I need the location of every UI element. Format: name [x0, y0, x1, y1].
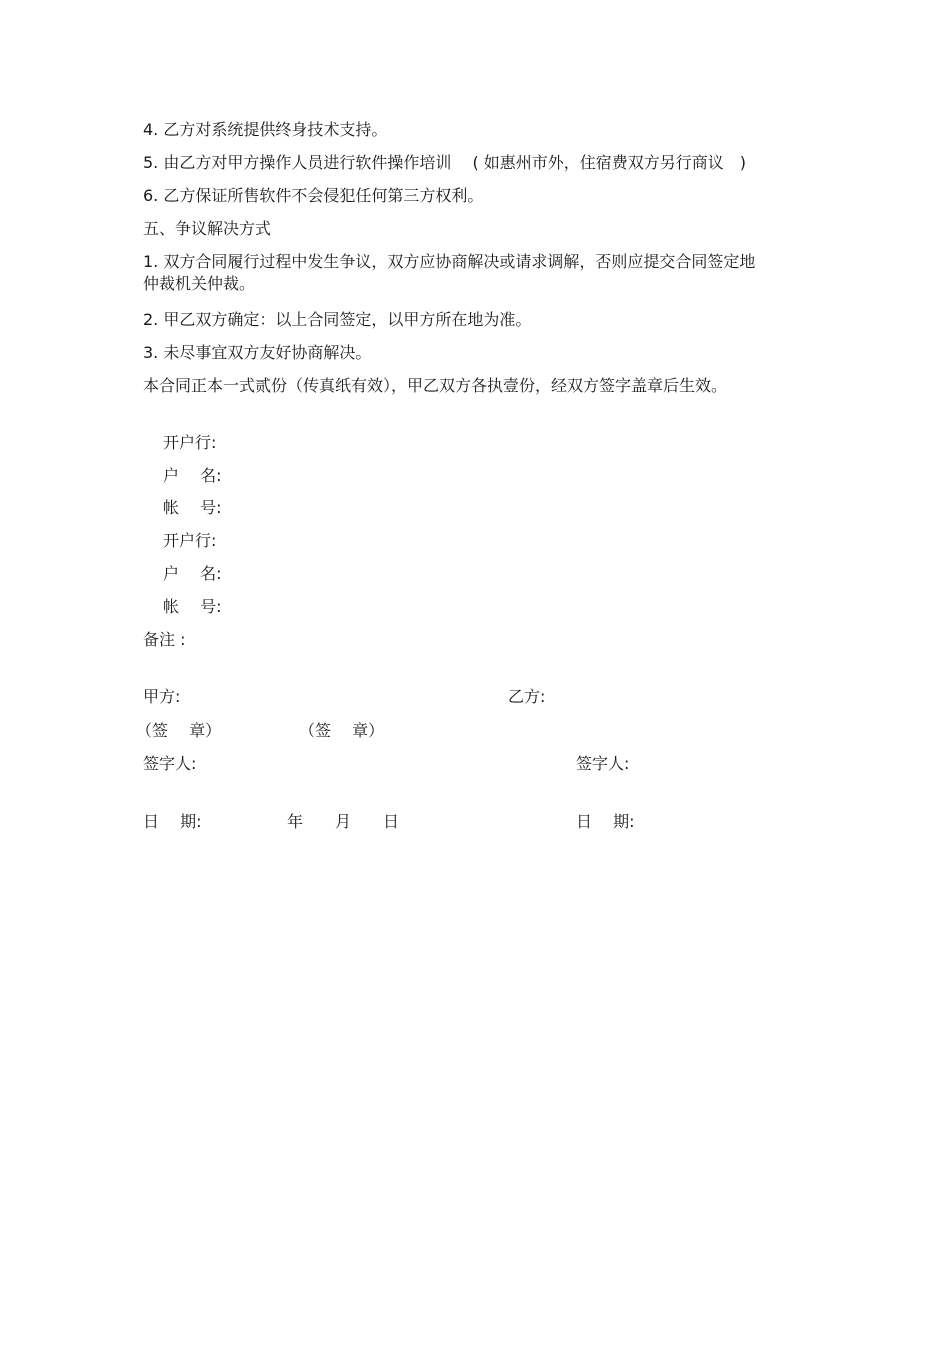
clause-item: 5. 由乙方对甲方操作人员进行软件操作培训 ( 如惠州市外，住宿费双方另行商议 ) [143, 153, 747, 172]
clause-item: 3. 未尽事宜双方友好协商解决。 [143, 343, 372, 362]
clause-item: 6. 乙方保证所售软件不会侵犯任何第三方权利。 [143, 186, 484, 205]
date-a-fields: 年 月 日 [287, 812, 400, 831]
clause-item: 2. 甲乙双方确定：以上合同签定，以甲方所在地为准。 [143, 310, 532, 329]
account-number-label: 帐 号: [163, 498, 222, 517]
account-name-label: 户 名: [163, 564, 222, 583]
remarks-label: 备注 : [143, 630, 186, 649]
signer-a-label: 签字人: [143, 754, 197, 773]
account-name-label: 户 名: [163, 466, 222, 485]
signer-b-label: 签字人: [576, 754, 630, 773]
seal-a-label: （签 章） [136, 721, 222, 740]
party-a-label: 甲方: [143, 687, 181, 706]
section-heading: 五、争议解决方式 [143, 219, 272, 238]
bank-label: 开户行: [163, 433, 217, 452]
clause-item: 1. 双方合同履行过程中发生争议，双方应协商解决或请求调解，否则应提交合同签定地仲裁机关仲裁。 [143, 252, 756, 293]
date-a-label: 日 期: [143, 812, 202, 831]
bank-label: 开户行: [163, 531, 217, 550]
date-b-label: 日 期: [576, 812, 635, 831]
account-number-label: 帐 号: [163, 597, 222, 616]
closing-paragraph: 本合同正本一式贰份（传真纸有效），甲乙双方各执壹份，经双方签字盖章后生效。 [143, 376, 728, 395]
clause-item: 4. 乙方对系统提供终身技术支持。 [143, 120, 388, 139]
seal-b-label: （签 章） [299, 721, 385, 740]
party-b-label: 乙方: [508, 687, 546, 706]
